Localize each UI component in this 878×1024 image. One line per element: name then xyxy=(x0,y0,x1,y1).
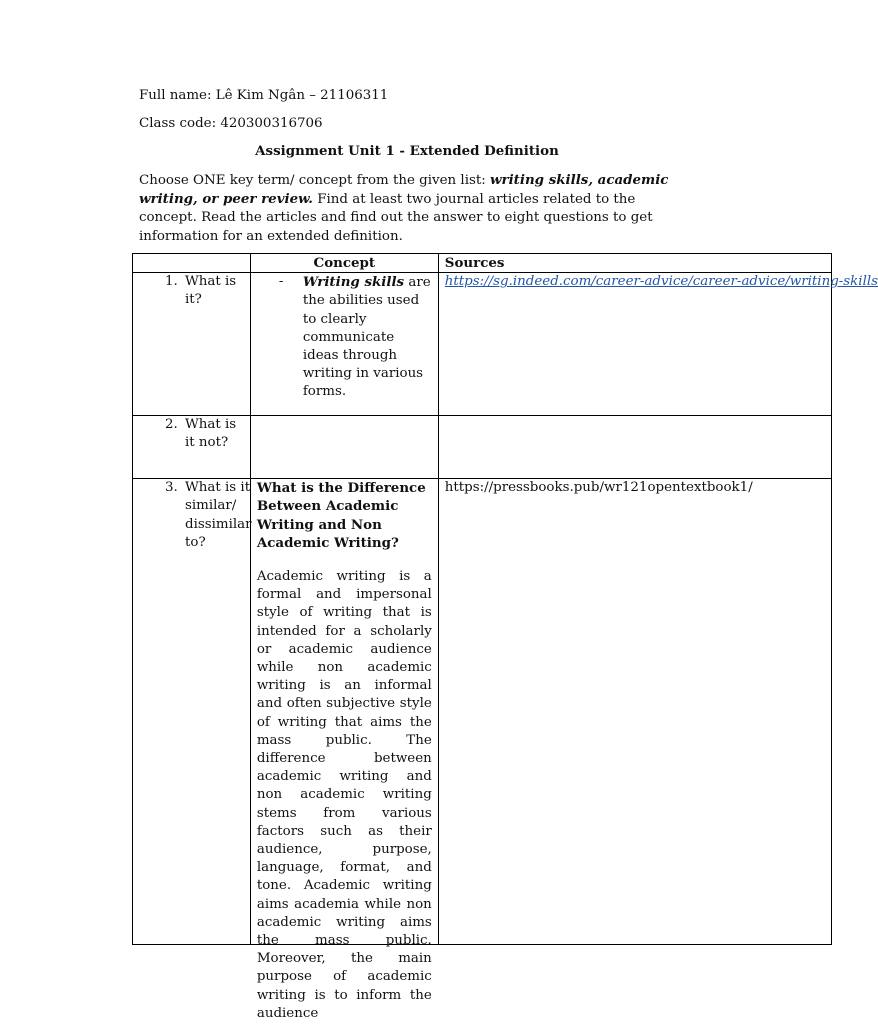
concept-cell xyxy=(250,416,438,479)
source-url-text: https://pressbooks.pub/wr121opentextbook1/ xyxy=(444,480,753,496)
table-row xyxy=(133,273,832,416)
term-definition: are the abilities used to clearly communicate ideas through writing in various forms. xyxy=(302,275,431,400)
concept-cell xyxy=(250,479,438,1021)
table-row xyxy=(133,479,832,945)
instructions-part1: Choose ONE key term/ concept from the given list: xyxy=(139,173,490,188)
source-cell xyxy=(438,479,831,945)
concept-subheading: What is the Difference Between Academic Writing and Non Academic Writing? xyxy=(256,480,426,551)
question-text: What is it similar/ dissimilar to? xyxy=(185,480,252,550)
source-cell xyxy=(438,416,831,479)
question-cell xyxy=(133,479,251,945)
term-name: Writing skills xyxy=(302,274,405,291)
header-sources: Sources xyxy=(438,254,831,273)
concept-cell xyxy=(250,273,438,416)
assignment-title: Assignment Unit 1 - Extended Definition xyxy=(255,143,559,159)
question-number: 2. xyxy=(165,417,178,433)
class-code-line: Class code: 420300316706 xyxy=(139,116,323,131)
question-text: What is it not? xyxy=(185,417,237,451)
concept-paragraph: Academic writing is a formal and impersonal style of writing that is intended for a scholarly or academic audience while non academic writing is an informal and often subjective style of writing that aims the mass public. The difference between academic writing and non academic writing stems from various factors such as their audience, purpose, language, format, and tone. Academic writing aims academia while non academic writing aims the mass public. Moreover, the main purpose of academic writing is to inform the audience xyxy=(256,569,432,1021)
question-cell xyxy=(133,416,251,479)
source-cell xyxy=(438,273,878,416)
instructions-paragraph xyxy=(139,171,669,246)
question-cell xyxy=(133,273,251,416)
source-link[interactable]: https://sg.indeed.com/career-advice/career-advice/writing-skills xyxy=(444,274,878,290)
instructions-terms: writing skills, academic writing, or peer review. xyxy=(139,172,669,208)
question-number: 1. xyxy=(165,274,178,290)
table-header-row xyxy=(133,254,832,273)
header-concept: Concept xyxy=(250,254,438,273)
question-number: 3. xyxy=(165,480,178,496)
question-text: What is it? xyxy=(185,274,237,308)
instructions-part2: Find at least two journal articles related to the concept. Read the articles and find out the answer to eight questions to get information for an extended definition. xyxy=(139,192,653,244)
definition-table xyxy=(132,253,878,1021)
table-row xyxy=(133,416,832,479)
bullet-dash: - xyxy=(278,274,284,290)
full-name-line: Full name: Lê Kim Ngân – 21106311 xyxy=(139,88,389,103)
header-empty-cell xyxy=(133,254,251,273)
